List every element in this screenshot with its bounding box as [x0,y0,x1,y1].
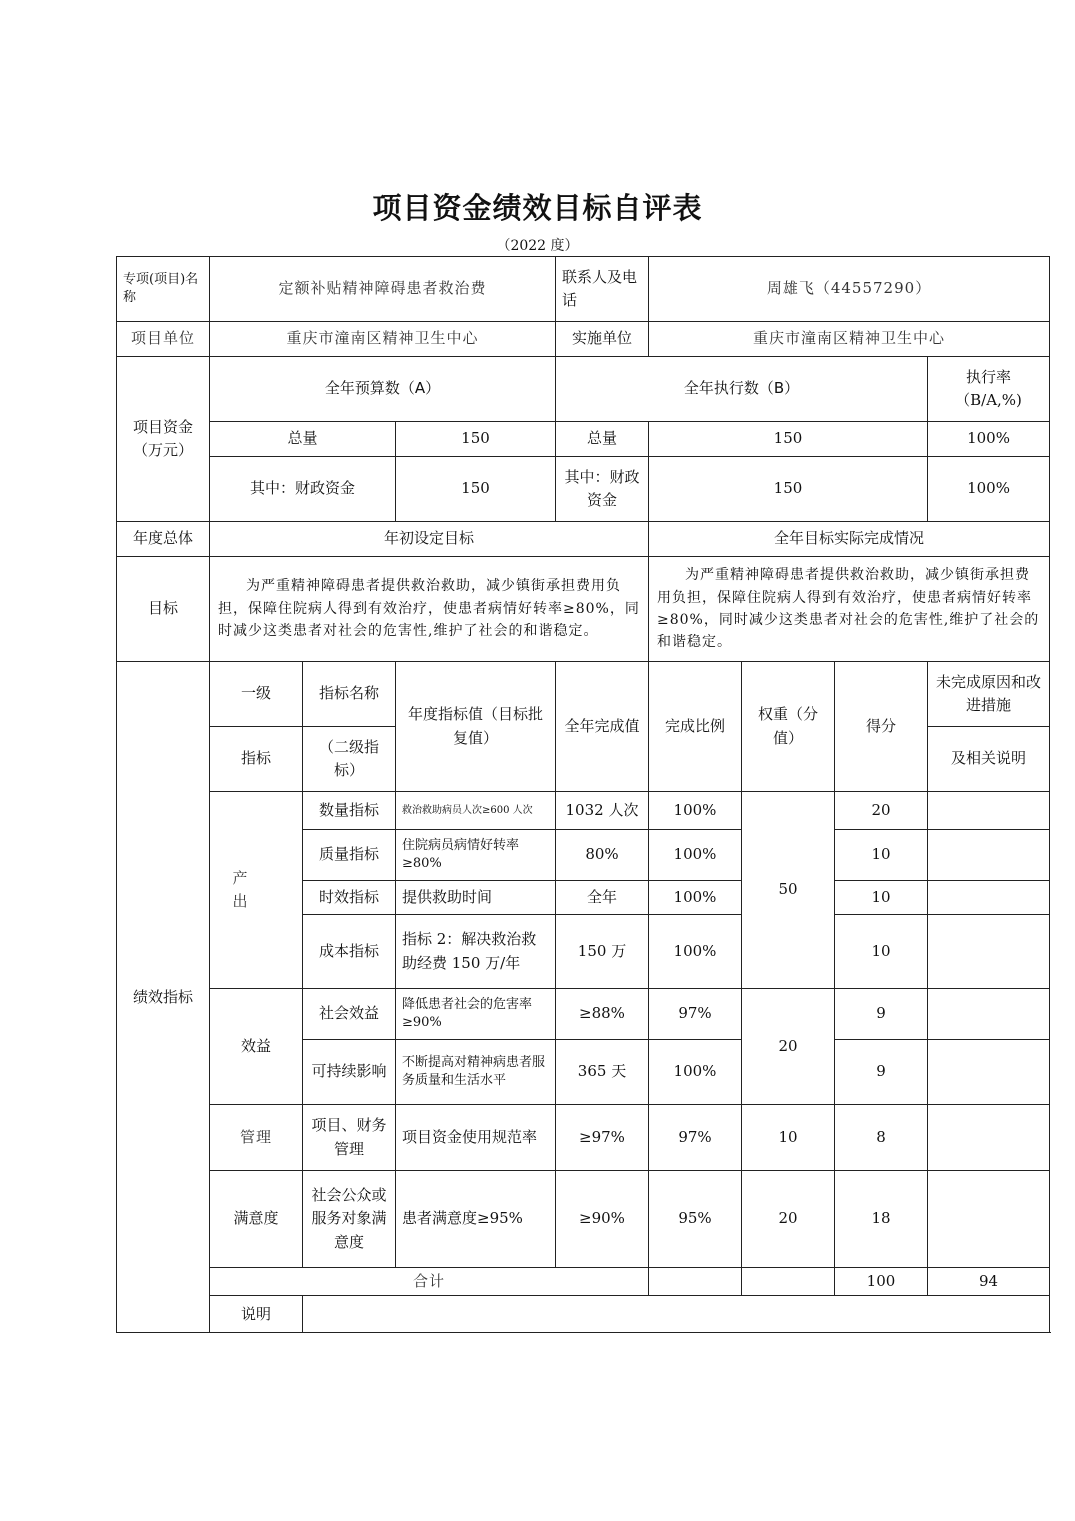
row-funds-fiscal [117,457,1050,522]
row-note [117,1296,1050,1333]
indicator-name: 社会效益 [303,989,396,1040]
indicator-ratio: 97% [649,989,742,1040]
indicator-score: 10 [835,915,928,989]
benefit-weight: 20 [742,989,835,1105]
indicator-reason [928,989,1050,1040]
total-rate: 100% [928,422,1050,457]
indicator-name: 成本指标 [303,915,396,989]
total-weight: 100 [835,1268,928,1296]
exec-label: 全年执行数（B） [556,357,928,422]
indicator-name: 质量指标 [303,830,396,881]
indicator-reason [928,830,1050,881]
indicator-target: 患者满意度≥95% [396,1171,556,1268]
rate-label [928,357,1050,422]
benefit-label: 效益 [210,989,303,1105]
actual-goal-text: 为严重精神障碍患者提供救治救助，减少镇街承担费用负担，保障住院病人得到有效治疗，使患者病情好转率≥80%，同时减少这类患者对社会的危害性,维护了社会的和谐稳定。 [649,557,1050,662]
initial-goal-text: 为严重精神障碍患者提供救治救助，减少镇街承担费用负担，保障住院病人得到有效治疗，使患者病情好转率≥80%，同时减少这类患者对社会的危害性,维护了社会的和谐稳定。 [210,557,649,662]
col-weight: 权重（分值） [742,662,835,792]
indicator-reason [928,792,1050,830]
fiscal-label: 其中：财政资金 [210,457,396,522]
row-total [117,1268,1050,1296]
indicator-score: 10 [835,881,928,915]
indicator-target: 不断提高对精神病患者服务质量和生活水平 [396,1040,556,1105]
fiscal-rate: 100% [928,457,1050,522]
satisfaction-label: 满意度 [210,1171,303,1268]
indicator-score: 9 [835,989,928,1040]
indicator-name: 项目、财务管理 [303,1105,396,1171]
row-funds-total [117,422,1050,457]
fiscal-label-exec: 其中：财政资金 [556,457,649,522]
indicator-name: 数量指标 [303,792,396,830]
indicator-actual: 全年 [556,881,649,915]
row-project-name [117,257,1050,322]
table-row [117,989,1050,1040]
indicator-ratio: 100% [649,881,742,915]
indicator-reason [928,915,1050,989]
col-reason-b: 及相关说明 [928,727,1050,792]
indicator-actual: 80% [556,830,649,881]
indicator-ratio: 100% [649,830,742,881]
indicator-reason [928,1105,1050,1171]
row-perf-header-1 [117,662,1050,727]
output-weight: 50 [742,792,835,989]
col-score: 得分 [835,662,928,792]
indicator-score: 10 [835,830,928,881]
funds-label: 项目资金（万元） [117,357,210,522]
indicator-reason [928,881,1050,915]
indicator-actual: 150 万 [556,915,649,989]
total-actual [649,1268,742,1296]
indicator-target: 提供救助时间 [396,881,556,915]
indicator-actual: ≥90% [556,1171,649,1268]
impl-unit-value: 重庆市潼南区精神卫生中心 [649,322,1050,357]
fiscal-exec: 150 [649,457,928,522]
col-level1-a: 一级 [210,662,303,727]
indicator-name: 可持续影响 [303,1040,396,1105]
total-label: 总量 [210,422,396,457]
col-ratio: 完成比例 [649,662,742,792]
table-row [117,1171,1050,1268]
goal-label: 目标 [117,557,210,662]
indicator-ratio: 100% [649,792,742,830]
indicator-target: 救治救助病员人次≥600 人次 [396,792,556,830]
self-evaluation-table [116,256,1050,1333]
row-goals-header [117,522,1050,557]
mgmt-label: 管理 [210,1105,303,1171]
note-text [303,1296,1050,1333]
contact-value: 周雄飞（44557290） [649,257,1050,322]
output-label-text: 产 出 [232,868,280,910]
perf-label: 绩效指标 [117,662,210,1333]
indicator-actual: ≥97% [556,1105,649,1171]
col-target: 年度指标值（目标批复值） [396,662,556,792]
project-unit-value: 重庆市潼南区精神卫生中心 [210,322,556,357]
row-goals [117,557,1050,662]
indicator-name: 时效指标 [303,881,396,915]
indicator-ratio: 97% [649,1105,742,1171]
page-title: 项目资金绩效目标自评表 [372,191,703,225]
indicator-score: 20 [835,792,928,830]
total-exec: 150 [649,422,928,457]
rate-label-line2: （B/A,%) [955,391,1022,409]
impl-unit-label: 实施单位 [556,322,649,357]
col-level1-b: 指标 [210,727,303,792]
indicator-ratio: 95% [649,1171,742,1268]
rate-label-line1: 执行率 [966,367,1012,386]
indicator-actual: 365 天 [556,1040,649,1105]
contact-label: 联系人及电话 [556,257,649,322]
actual-goal-label: 全年目标实际完成情况 [649,522,1050,557]
indicator-target: 指标 2：解决救治救助经费 150 万/年 [396,915,556,989]
indicator-target: 项目资金使用规范率 [396,1105,556,1171]
indicator-target: 住院病员病情好转率≥80% [396,830,556,881]
indicator-score: 18 [835,1171,928,1268]
note-label: 说明 [210,1296,303,1333]
indicator-ratio: 100% [649,915,742,989]
fiscal-budget: 150 [396,457,556,522]
indicator-reason [928,1040,1050,1105]
indicator-score: 8 [835,1105,928,1171]
total-sum-label: 合计 [210,1268,649,1296]
initial-goal-label: 年初设定目标 [210,522,649,557]
col-actual: 全年完成值 [556,662,649,792]
row-unit [117,322,1050,357]
col-name-a: 指标名称 [303,662,396,727]
indicator-target: 降低患者社会的危害率≥90% [396,989,556,1040]
total-score: 94 [928,1268,1050,1296]
total-budget: 150 [396,422,556,457]
table-row [117,1105,1050,1171]
indicator-actual: ≥88% [556,989,649,1040]
project-name-value: 定额补贴精神障碍患者救治费 [210,257,556,322]
project-name-label: 专项(项目)名称 [117,257,210,322]
total-label-exec: 总量 [556,422,649,457]
annual-overall-label: 年度总体 [117,522,210,557]
indicator-name: 社会公众或服务对象满意度 [303,1171,396,1268]
indicator-score: 9 [835,1040,928,1105]
col-reason-a: 未完成原因和改进措施 [928,662,1050,727]
satisfaction-weight: 20 [742,1171,835,1268]
row-funds-header [117,357,1050,422]
project-unit-label: 项目单位 [117,322,210,357]
indicator-actual: 1032 人次 [556,792,649,830]
total-ratio [742,1268,835,1296]
mgmt-weight: 10 [742,1105,835,1171]
indicator-ratio: 100% [649,1040,742,1105]
indicator-reason [928,1171,1050,1268]
budget-label: 全年预算数（A） [210,357,556,422]
table-row [117,792,1050,830]
output-label [210,792,303,989]
page-subtitle: （2022 度） [496,238,579,254]
col-name-b: （二级指标） [303,727,396,792]
